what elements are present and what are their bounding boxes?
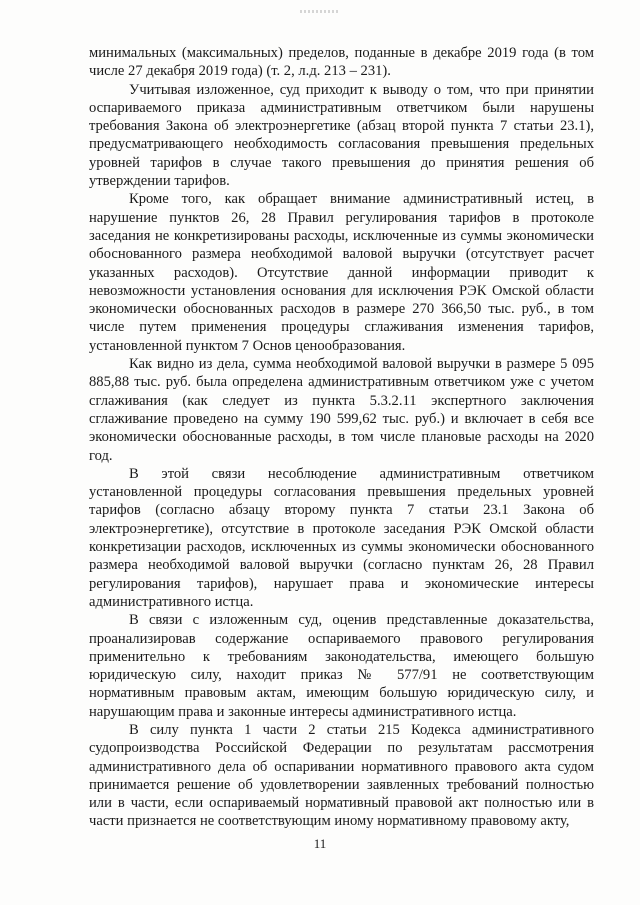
paragraph: В силу пункта 1 части 2 статьи 215 Кодекса административного судопроизводства Российской Федерации по результатам рассмотрения административного дела об оспаривании нормативного правового акта судом принимается решение об удовлетворении заявленных требований полностью или в части, если оспариваемый нормативный правовой акт полностью или в части признается не соответствующим иному нормативному правовому акту, xyxy=(89,721,594,830)
paragraph: В связи с изложенным суд, оценив представленные доказательства, проанализировав содержание оспариваемого правового регулирования применительно к требованиям законодательства, имеющего большую юридическую силу, находит приказ № 577/91 не соответствующим нормативным правовым актам, имеющим большую юридическую силу, и нарушающим права и законные интересы административного истца. xyxy=(89,612,594,720)
paragraph: Учитывая изложенное, суд приходит к выводу о том, что при принятии оспариваемого приказа административным ответчиком были нарушены требования Закона об электроэнергетике (абзац второй пункта 7 статьи 23.1), предусматривающего необходимость согласования превышения предельных уровней тарифов в случае такого превышения до принятия решения об утверждении тарифов. xyxy=(89,81,594,190)
document-body xyxy=(89,44,594,831)
paragraph: В этой связи несоблюдение административным ответчиком установленной процедуры согласования превышения предельных уровней тарифов (согласно абзацу второму пункта 7 статьи 23.1 Закона об электроэнергетике), отсутствие в протоколе заседания РЭК Омской области конкретизации расходов, исключенных из суммы экономически обоснованного размера необходимой валовой выручки (согласно пунктам 26, 28 Правил регулирования тарифов), нарушает права и экономические интересы административного истца. xyxy=(89,465,594,610)
paragraph: Кроме того, как обращает внимание административный истец, в нарушение пунктов 26, 28 Правил регулирования тарифов в протоколе заседания не конкретизированы расходы, исключенные из суммы экономически обоснованного размера необходимой валовой выручки (отсутствует расчет указанных расходов). Отсутствие данной информации приводит к невозможности установления основания для исключения РЭК Омской области экономически обоснованных расходов в размере 270 366,50 тыс. руб., в том числе путем применения процедуры сглаживания изменения тарифов, установленной пунктом 7 Основ ценообразования. xyxy=(89,191,594,354)
paragraph-continuation: минимальных (максимальных) пределов, поданные в декабре 2019 года (в том числе 27 декабря 2019 года) (т. 2, л.д. 213 – 231). xyxy=(89,45,594,80)
scan-artifact xyxy=(300,10,340,13)
page-number: 11 xyxy=(313,836,327,851)
paragraph: Как видно из дела, сумма необходимой валовой выручки в размере 5 095 885,88 тыс. руб. была определена административным ответчиком уже с учетом сглаживания (как следует из пункта 5.3.2.11 экспертного заключения сглаживание проведено на сумму 190 599,62 тыс. руб.) и включает в себя все экономически обоснованные расходы, в том числе плановые расходы на 2020 год. xyxy=(89,356,594,464)
